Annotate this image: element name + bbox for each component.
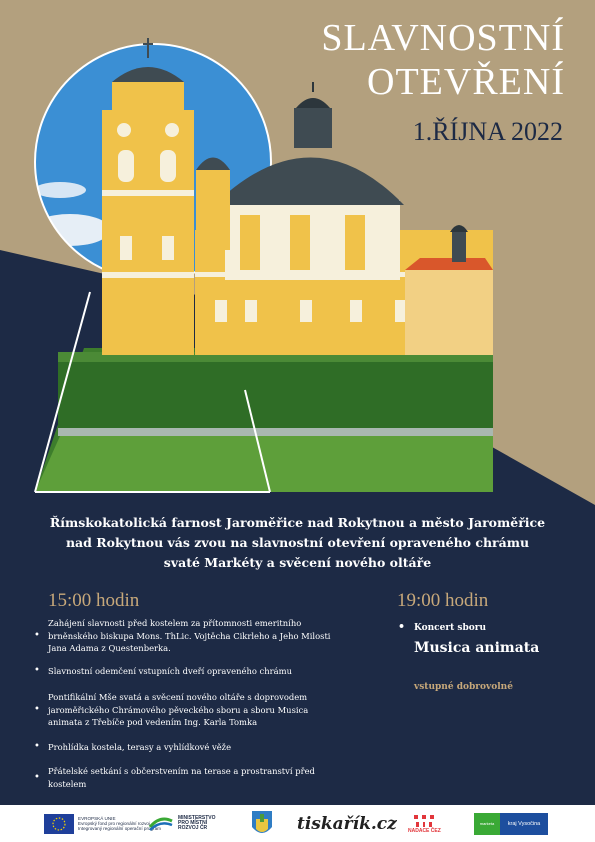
afternoon-time: 15:00 hodin [48, 590, 140, 611]
coat-of-arms-icon [250, 809, 274, 839]
invitation-line-3: svaté Markéty a svěcení nového oltáře [163, 555, 432, 570]
kraj-vysocina-logo: marketa kraj Vysočina [474, 805, 548, 842]
program-item: • Pontifikální Mše svatá a svěcení nového oltáře s doprovodem jaroměřického Chrámového pěveckého sboru a sboru Musica animata z Třebíče pod vedením Ing. Karla Tomka [34, 691, 374, 729]
entry-fee: vstupné dobrovolné [414, 682, 513, 692]
program-item: • Prohlídka kostela, terasy a vyhlídkové věže [34, 741, 374, 754]
eu-flag-icon [44, 814, 74, 834]
invitation-line-1: Římskokatolická farnost Jaroměřice nad Rokytnou a město Jaroměřice [49, 515, 546, 530]
evening-program [398, 622, 539, 692]
title-line-2: OTEVŘENÍ [367, 61, 565, 103]
cez-icon [413, 814, 435, 828]
invitation-text [20, 513, 575, 573]
invitation-line-2: nad Rokytnou vás zvou na slavnostní otevření opraveného chrámu [65, 535, 530, 550]
program-item: • Přátelské setkání s občerstvením na terase a prostranství před kostelem [34, 765, 374, 790]
afternoon-program [34, 617, 374, 790]
concert-item: • Koncert sboru [398, 622, 539, 634]
tiskarik-logo: tiskařík.cz [297, 813, 397, 834]
title-line-1: SLAVNOSTNÍ [321, 17, 565, 59]
eu-logo: EVROPSKÁ UNIE Evropský fond pro regionální rozvoj Integrovaný regionální operační program [44, 805, 161, 842]
town-coat-of-arms [250, 805, 274, 842]
choir-name: Musica animata [414, 640, 540, 656]
mmr-logo: MINISTERSTVO PRO MÍSTNÍ ROZVOJ ČR [148, 805, 216, 842]
sponsor-footer [0, 805, 595, 842]
evening-time: 19:00 hodin [397, 590, 489, 611]
mmr-swoosh-icon [148, 815, 174, 833]
event-date: 1.ŘÍJNA 2022 [412, 117, 563, 146]
program-item: • Zahájení slavnosti před kostelem za přítomnosti emeritního brněnského biskupa Mons. ThLic. Vojtěcha Cikrleho a Jeho Milosti Jana Adama z Questenberka. [34, 617, 374, 655]
nadace-cez-logo: NADACE ČEZ [408, 805, 441, 842]
program-item: • Slavnostní odemčení vstupních dveří opraveného chrámu [34, 665, 374, 678]
